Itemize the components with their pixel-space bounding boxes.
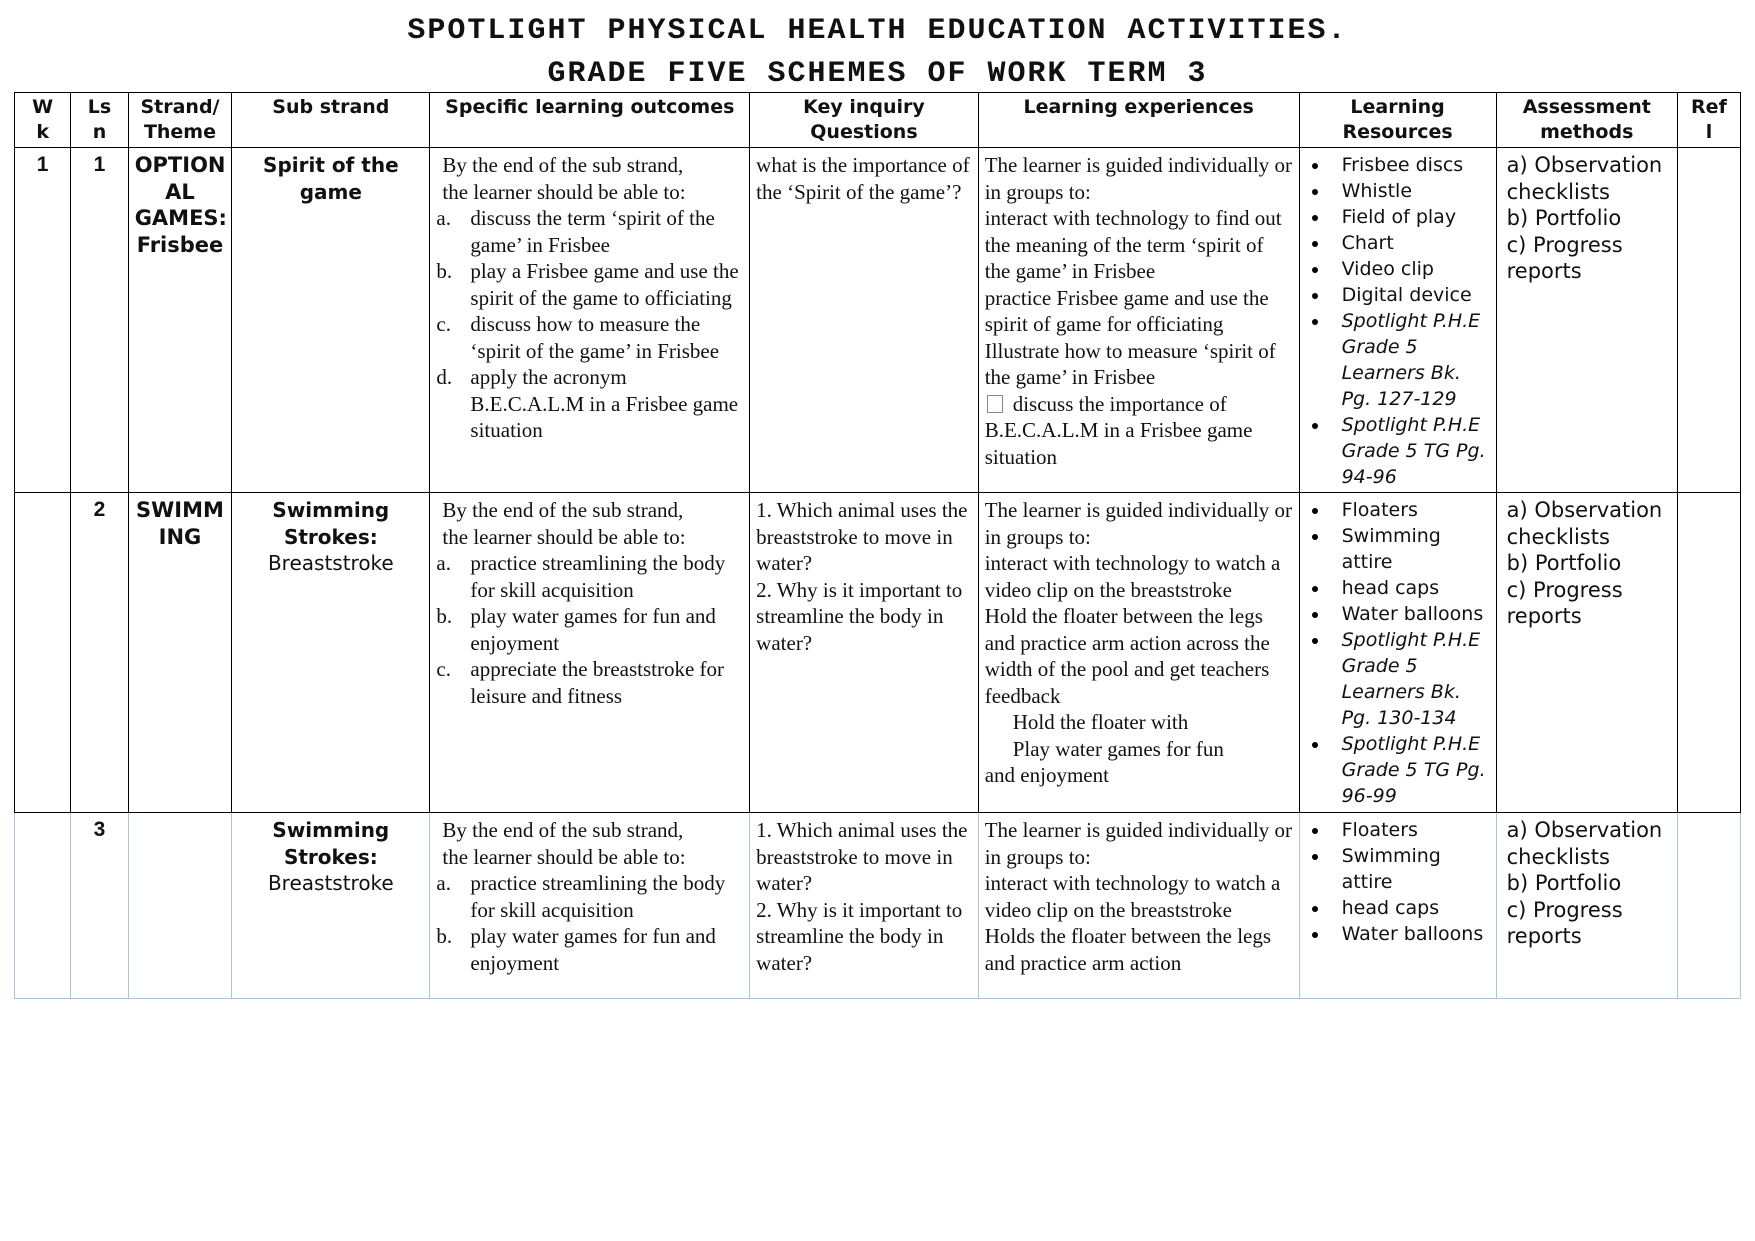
list-item: Spotlight P.H.E Grade 5 TG Pg. 94-96 bbox=[1306, 412, 1490, 490]
cell-lsn: 3 bbox=[71, 813, 128, 999]
cell-sub-strand: Swimming Strokes: Breaststroke bbox=[232, 813, 430, 999]
list-item: Water balloons bbox=[1306, 601, 1490, 627]
cell-experiences: The learner is guided individually or in groups to: interact with technology to watch a video clip on the breaststroke Hold the floater between the legs and practice arm action across the width of the pool and get teachers feedback Hold the floater with Play water games for fun and enjoyment bbox=[978, 493, 1299, 813]
list-item: Water balloons bbox=[1306, 921, 1490, 947]
list-item: b. play water games for fun and enjoyment bbox=[436, 604, 716, 655]
list-item: a. discuss the term ‘spirit of the game’ in Frisbee bbox=[436, 206, 715, 257]
list-item: Swimming attire bbox=[1306, 523, 1490, 575]
header-resources: Learning Resources bbox=[1299, 93, 1496, 148]
cell-resources bbox=[1299, 813, 1496, 999]
list-item: Whistle bbox=[1306, 178, 1490, 204]
cell-experiences: The learner is guided individually or in groups to: interact with technology to find out the meaning of the term ‘spirit of the game’ in Frisbee practice Frisbee game and use the spirit of game for officiating Illustrate how to measure ‘spirit of the game’ in Frisbee discuss the importance of B.E.C.A.L.M in a Frisbee game situation bbox=[978, 148, 1299, 493]
header-row bbox=[15, 93, 1741, 148]
header-experiences: Learning experiences bbox=[978, 93, 1299, 148]
scheme-of-work-table bbox=[14, 92, 1741, 999]
list-item: Spotlight P.H.E Grade 5 Learners Bk. Pg. 130-134 bbox=[1306, 627, 1490, 731]
list-item: Video clip bbox=[1306, 256, 1490, 282]
list-item: Floaters bbox=[1306, 497, 1490, 523]
cell-strand bbox=[128, 813, 232, 999]
list-item: Swimming attire bbox=[1306, 843, 1490, 895]
list-item: b. play water games for fun and enjoyment bbox=[436, 924, 716, 975]
header-strand: Strand/ Theme bbox=[128, 93, 232, 148]
list-item: b. play a Frisbee game and use the spirit of the game to officiating bbox=[436, 259, 739, 310]
cell-resources bbox=[1299, 493, 1496, 813]
cell-assessment: a) Observation checklists b) Portfolio c) Progress reports bbox=[1496, 813, 1677, 999]
table-row bbox=[15, 813, 1741, 999]
list-item: c. discuss how to measure the ‘spirit of the game’ in Frisbee bbox=[436, 312, 720, 363]
header-inquiry: Key inquiry Questions bbox=[750, 93, 979, 148]
document-title-line-2: GRADE FIVE SCHEMES OF WORK TERM 3 bbox=[547, 57, 1208, 91]
cell-inquiry: 1. Which animal uses the breaststroke to move in water? 2. Why is it important to streamline the body in water? bbox=[750, 813, 979, 999]
cell-assessment: a) Observation checklists b) Portfolio c) Progress reports bbox=[1496, 148, 1677, 493]
cell-wk: 1 bbox=[15, 148, 71, 493]
cell-wk bbox=[15, 493, 71, 813]
cell-experiences: The learner is guided individually or in groups to: interact with technology to watch a video clip on the breaststroke Holds the floater between the legs and practice arm action bbox=[978, 813, 1299, 999]
cell-refl bbox=[1677, 148, 1740, 493]
missing-glyph-icon bbox=[987, 395, 1003, 413]
document-title-line-1: SPOTLIGHT PHYSICAL HEALTH EDUCATION ACTIVITIES. bbox=[407, 14, 1348, 48]
cell-inquiry: 1. Which animal uses the breaststroke to move in water? 2. Why is it important to streamline the body in water? bbox=[750, 493, 979, 813]
table-row bbox=[15, 493, 1741, 813]
cell-lsn: 1 bbox=[71, 148, 128, 493]
header-sub-strand: Sub strand bbox=[232, 93, 430, 148]
list-item: Spotlight P.H.E Grade 5 Learners Bk. Pg. 127-129 bbox=[1306, 308, 1490, 412]
list-item: Digital device bbox=[1306, 282, 1490, 308]
header-refl: Ref l bbox=[1677, 93, 1740, 148]
cell-lsn: 2 bbox=[71, 493, 128, 813]
cell-sub-strand: Spirit of the game bbox=[232, 148, 430, 493]
cell-outcomes: By the end of the sub strand, the learner should be able to: a. practice streamlining the body for skill acquisition b. play water games for fun and enjoyment c. appreciate the breaststroke for leisure and fitness bbox=[430, 493, 750, 813]
cell-outcomes: By the end of the sub strand, the learner should be able to: a. discuss the term ‘spirit of the game’ in Frisbee b. play a Frisbee game and use the spirit of the game to officiating c. discuss how to measure the ‘spirit of the game’ in Frisbee d. apply the acronym B.E.C.A.L.M in a Frisbee game situation bbox=[430, 148, 750, 493]
cell-outcomes: By the end of the sub strand, the learner should be able to: a. practice streamlining the body for skill acquisition b. play water games for fun and enjoyment bbox=[430, 813, 750, 999]
cell-sub-strand: Swimming Strokes: Breaststroke bbox=[232, 493, 430, 813]
cell-refl bbox=[1677, 813, 1740, 999]
list-item: d. apply the acronym B.E.C.A.L.M in a Frisbee game situation bbox=[436, 365, 739, 442]
cell-assessment: a) Observation checklists b) Portfolio c) Progress reports bbox=[1496, 493, 1677, 813]
list-item: a. practice streamlining the body for skill acquisition bbox=[436, 551, 726, 602]
cell-refl bbox=[1677, 493, 1740, 813]
list-item: Chart bbox=[1306, 230, 1490, 256]
cell-strand: SWIMM ING bbox=[128, 493, 232, 813]
list-item: head caps bbox=[1306, 575, 1490, 601]
cell-inquiry: what is the importance of the ‘Spirit of the game’? bbox=[750, 148, 979, 493]
list-item: Frisbee discs bbox=[1306, 152, 1490, 178]
cell-wk bbox=[15, 813, 71, 999]
cell-resources bbox=[1299, 148, 1496, 493]
list-item: c. appreciate the breaststroke for leisure and fitness bbox=[436, 657, 725, 708]
header-assessment: Assessment methods bbox=[1496, 93, 1677, 148]
list-item: Spotlight P.H.E Grade 5 TG Pg. 96-99 bbox=[1306, 731, 1490, 809]
header-wk: W k bbox=[15, 93, 71, 148]
list-item: Field of play bbox=[1306, 204, 1490, 230]
list-item: a. practice streamlining the body for skill acquisition bbox=[436, 871, 726, 922]
header-lsn: Ls n bbox=[71, 93, 128, 148]
header-outcomes: Specific learning outcomes bbox=[430, 93, 750, 148]
list-item: head caps bbox=[1306, 895, 1490, 921]
table-row bbox=[15, 148, 1741, 493]
list-item: Floaters bbox=[1306, 817, 1490, 843]
cell-strand: OPTION AL GAMES: Frisbee bbox=[128, 148, 232, 493]
